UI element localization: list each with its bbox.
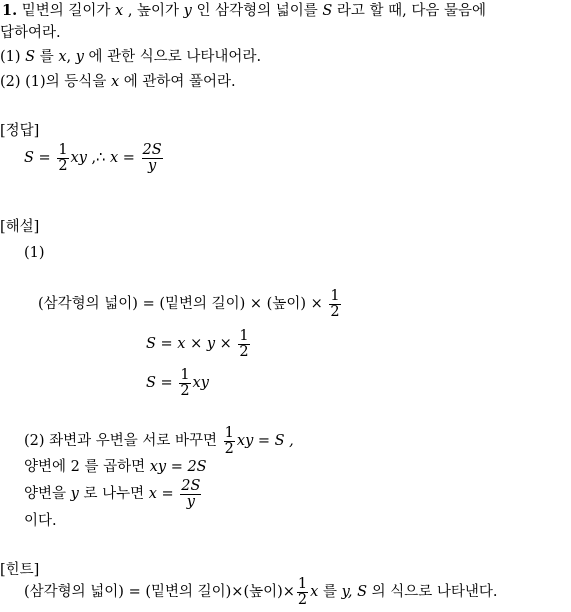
fraction-numerator: 1: [180, 366, 190, 383]
fraction-denominator: 2: [224, 440, 234, 457]
solution-formula: [38, 284, 343, 324]
math-text: xy = 2S: [149, 459, 207, 475]
fraction: [179, 368, 190, 399]
question-number: (1): [0, 49, 21, 65]
fraction: [329, 289, 340, 320]
question-text: 에 관한 식으로 나타내어라.: [88, 49, 262, 65]
hint-header: [힌트]: [0, 562, 40, 578]
solution-part-1: (1): [24, 245, 45, 261]
var-y: y: [70, 486, 79, 502]
answer-header: [정답]: [0, 123, 40, 139]
solution-part-2: [24, 421, 294, 461]
math-text: x =: [109, 150, 135, 166]
math-text: S =: [146, 375, 173, 391]
var-S: S: [25, 49, 36, 65]
solution-part-2-line-4: 이다.: [24, 513, 57, 529]
var-y: y: [183, 3, 192, 19]
problem-text: 인 삼각형의 넓이를: [196, 3, 318, 19]
fraction-numerator: 2S: [181, 477, 201, 494]
math-text: S =: [24, 150, 51, 166]
var-S: S: [357, 584, 367, 600]
problem-line-1: [2, 2, 486, 20]
var-y: y: [75, 49, 84, 65]
math-text: S = x × y ×: [146, 336, 232, 352]
fraction-denominator: y: [186, 493, 195, 510]
fraction-denominator: 2: [58, 157, 68, 174]
fraction: [238, 329, 249, 360]
fraction-numerator: 1: [297, 575, 308, 592]
solution-part-2-line-3: [24, 474, 203, 514]
var-y: y,: [341, 584, 353, 600]
problem-text: 라고 할 때, 다음 물음에: [336, 3, 487, 19]
solution-text: 양변에 2 를 곱하면: [24, 459, 146, 475]
question-1: [0, 48, 261, 66]
solution-text: (2) 좌변과 우변을 서로 바꾸면: [24, 433, 218, 449]
fraction-denominator: 2: [180, 382, 190, 399]
fraction-numerator: 1: [224, 424, 234, 441]
solution-step-1: [146, 324, 252, 364]
question-text: 에 관하여 풀어라.: [123, 74, 236, 90]
var-x: x: [58, 49, 67, 65]
fraction: [142, 143, 163, 174]
fraction-denominator: 2: [330, 303, 340, 320]
math-text: xy: [192, 375, 209, 391]
problem-number: 1.: [2, 2, 18, 19]
problem-text: , 높이가: [127, 3, 180, 19]
math-text: xy: [70, 150, 87, 166]
problem-line-2: 답하여라.: [0, 25, 61, 41]
var-x: x: [310, 584, 319, 600]
math-text: x =: [148, 486, 174, 502]
fraction-denominator: 2: [297, 591, 308, 608]
fraction-numerator: 2S: [142, 141, 162, 158]
var-x: x: [115, 3, 124, 19]
hint-text-part: 의 식으로 나타낸다.: [371, 584, 498, 600]
fraction-denominator: 2: [239, 343, 249, 360]
solution-text: 양변을: [24, 486, 67, 502]
formula-text: (삼각형의 넓이) = (밑변의 길이) × (높이) ×: [38, 296, 323, 312]
hint-formula: (삼각형의 넓이) = (밑변의 길이)×(높이)×: [24, 584, 295, 600]
fraction: [297, 577, 308, 608]
math-text: xy = S ,: [236, 433, 294, 449]
problem-text: 밑변의 길이가: [21, 3, 111, 19]
var-S: S: [322, 3, 333, 19]
question-text: (2) (1)의 등식을: [0, 74, 107, 90]
solution-header: [해설]: [0, 219, 40, 235]
solution-step-2: [146, 363, 209, 403]
hint-text-part: 를: [322, 584, 337, 600]
answer-equation: [24, 138, 165, 178]
question-text: 를: [39, 49, 54, 65]
question-2: [0, 73, 236, 91]
fraction: [57, 143, 68, 174]
fraction-numerator: 1: [58, 141, 68, 158]
solution-text: 로 나누면: [83, 486, 145, 502]
var-x: x: [110, 74, 120, 90]
fraction-denominator: y: [148, 157, 157, 174]
question-text: ,: [66, 49, 72, 65]
fraction-numerator: 1: [239, 327, 249, 344]
hint-text: [24, 572, 498, 612]
fraction: [180, 479, 201, 510]
fraction-numerator: 1: [330, 287, 340, 304]
therefore-symbol: ,∴: [91, 150, 106, 166]
fraction: [224, 426, 235, 457]
